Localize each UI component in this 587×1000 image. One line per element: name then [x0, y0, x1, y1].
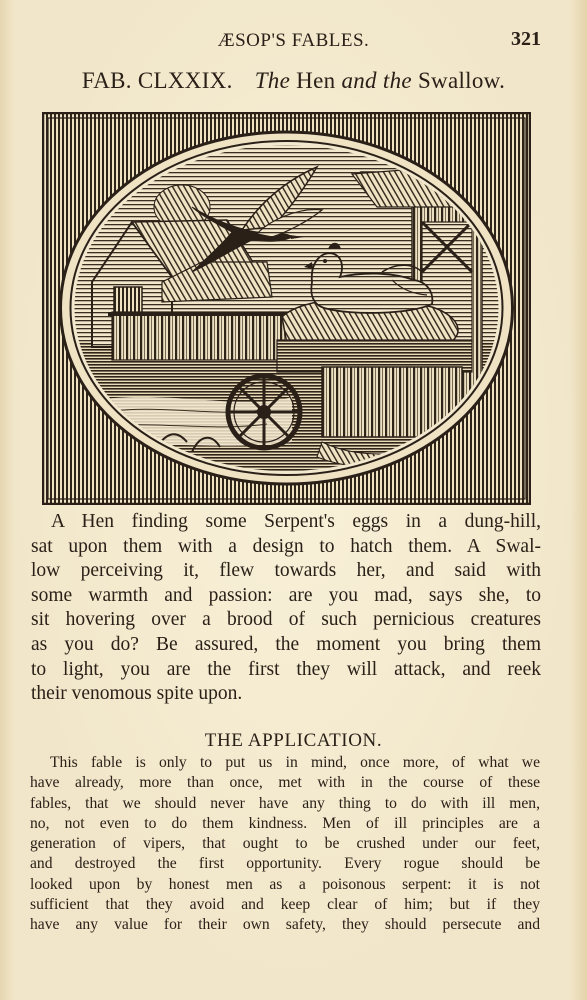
fable-line: low perceiving it, flew towards her, and said with	[31, 560, 541, 582]
application-line: This fable is only to put us in mind, once more, of what we	[50, 754, 540, 771]
page-number: 321	[511, 28, 541, 50]
application-line: no, not even to do them kindness. Men of ill principles are a	[30, 814, 540, 832]
fable-line: to light, you are the first they will attack, and reek	[31, 658, 541, 680]
fable-line: A Hen finding some Serpent's eggs in a dung-hill,	[51, 511, 541, 532]
application-line: have any value for their own safety, they should persecute and	[30, 916, 540, 934]
cart-wheel	[228, 376, 300, 448]
running-title: ÆSOP'S FABLES.	[217, 30, 370, 51]
application-line: fables, that we should never have any thing to do with ill men,	[30, 794, 540, 812]
application-line: and destroyed the first opportunity. Every rogue should be	[30, 855, 540, 873]
application-heading: THE APPLICATION.	[204, 730, 383, 751]
fable-title	[0, 68, 587, 94]
fable-line: sit hovering over a brood of such pernicious creatures	[31, 609, 541, 631]
fable-line: sat upon them with a design to hatch them. A Swal-	[31, 535, 541, 557]
application-line: looked upon by honest men as a poisonous serpent: it is not	[30, 875, 540, 893]
application-line: have already, more than once, met with in the course of these	[30, 774, 540, 792]
fable-line: their venomous spite upon.	[31, 683, 243, 705]
fable-title-hen: Hen	[296, 68, 336, 93]
fable-title-and-the: and the	[341, 68, 412, 93]
fable-text	[31, 510, 541, 707]
fable-number: FAB. CLXXIX.	[81, 68, 233, 93]
woodcut-illustration	[42, 112, 531, 505]
application-text	[30, 753, 540, 936]
fable-title-swallow: Swallow.	[417, 68, 506, 93]
application-line: generation of vipers, that ought to be crushed under our feet,	[30, 835, 540, 853]
fable-line: some warmth and passion: are you mad, says she, to	[31, 584, 541, 606]
running-head	[0, 30, 587, 54]
application-line: sufficient that they avoid and keep clear of him; but if they	[30, 896, 540, 914]
fable-line: as you do? Be assured, the moment you bring them	[31, 633, 541, 655]
fable-title-the: The	[254, 68, 291, 93]
